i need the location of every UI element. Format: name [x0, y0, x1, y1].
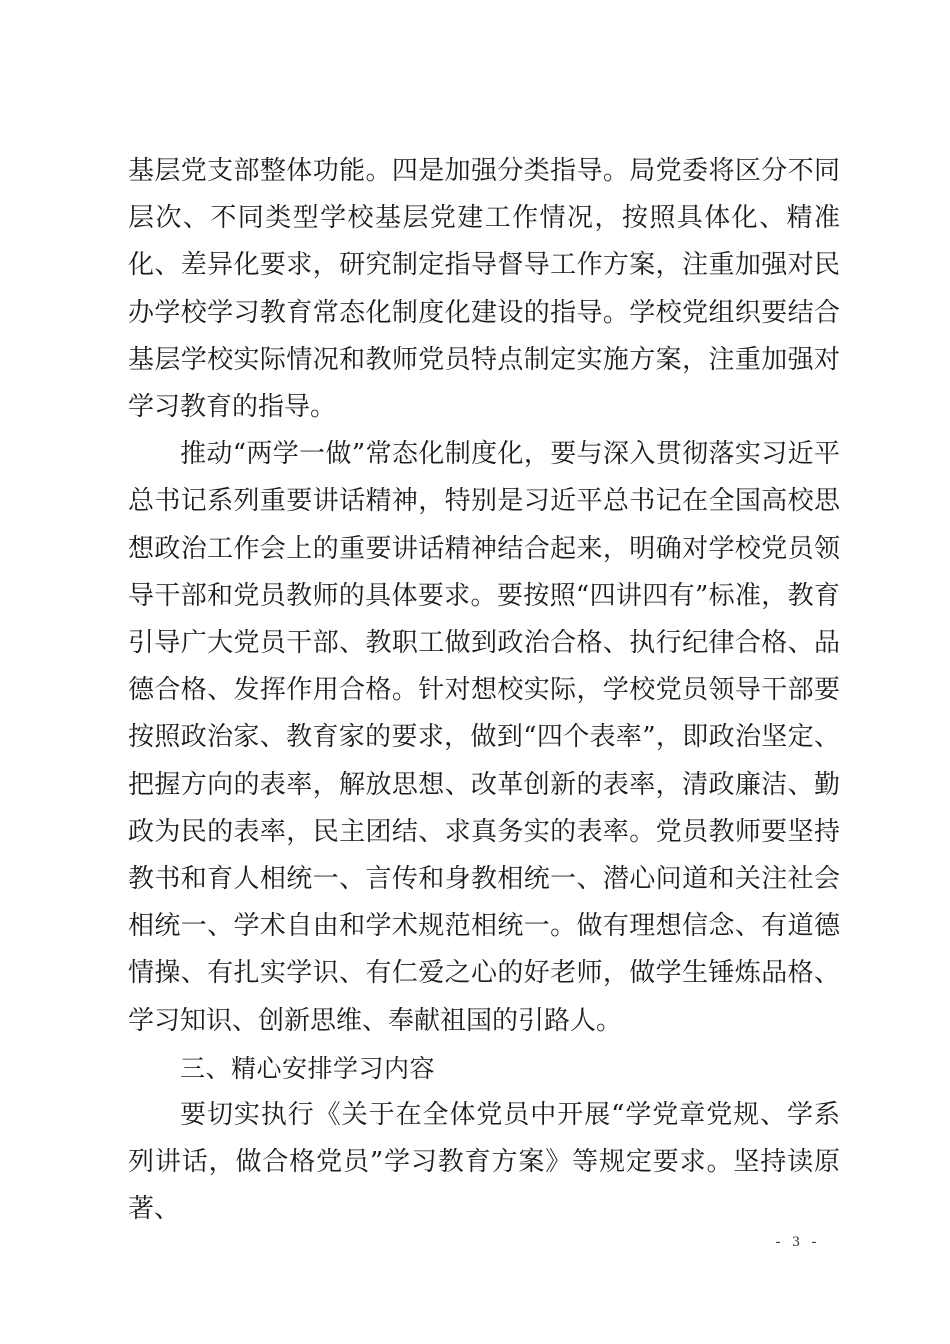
paragraph-continuation: 基层党支部整体功能。四是加强分类指导。局党委将区分不同层次、不同类型学校基层党建工作情况，按照具体化、精准化、差异化要求，研究制定指导督导工作方案，注重加强对民办学校学习教育常态化制度化建设的指导。学校党组织要结合基层学校实际情况和教师党员特点制定实施方案，注重加强对学习教育的指导。 [128, 156, 840, 423]
document-body [128, 148, 840, 1234]
section-heading: 三、精心安排学习内容 [180, 1053, 436, 1083]
paragraph-section-body: 要切实执行《关于在全体党员中开展“学党章党规、学系列讲话，做合格党员”学习教育方案》等规定要求。坚持读原著、 [128, 1100, 840, 1225]
page-number: - 3 - [775, 1234, 821, 1250]
paragraph-requirements: 推动“两学一做”常态化制度化，要与深入贯彻落实习近平总书记系列重要讲话精神，特别是习近平总书记在全国高校思想政治工作会上的重要讲话精神结合起来，明确对学校党员领导干部和党员教师的具体要求。要按照“四讲四有”标准，教育引导广大党员干部、教职工做到政治合格、执行纪律合格、品德合格、发挥作用合格。针对想校实际，学校党员领导干部要按照政治家、教育家的要求，做到“四个表率”，即政治坚定、把握方向的表率，解放思想、改革创新的表率，清政廉洁、勤政为民的表率，民主团结、求真务实的表率。党员教师要坚持教书和育人相统一、言传和身教相统一、潜心问道和关注社会相统一、学术自由和学术规范相统一。做有理想信念、有道德情操、有扎实学识、有仁爱之心的好老师，做学生锤炼品格、学习知识、创新思维、奉献祖国的引路人。 [128, 439, 840, 1036]
